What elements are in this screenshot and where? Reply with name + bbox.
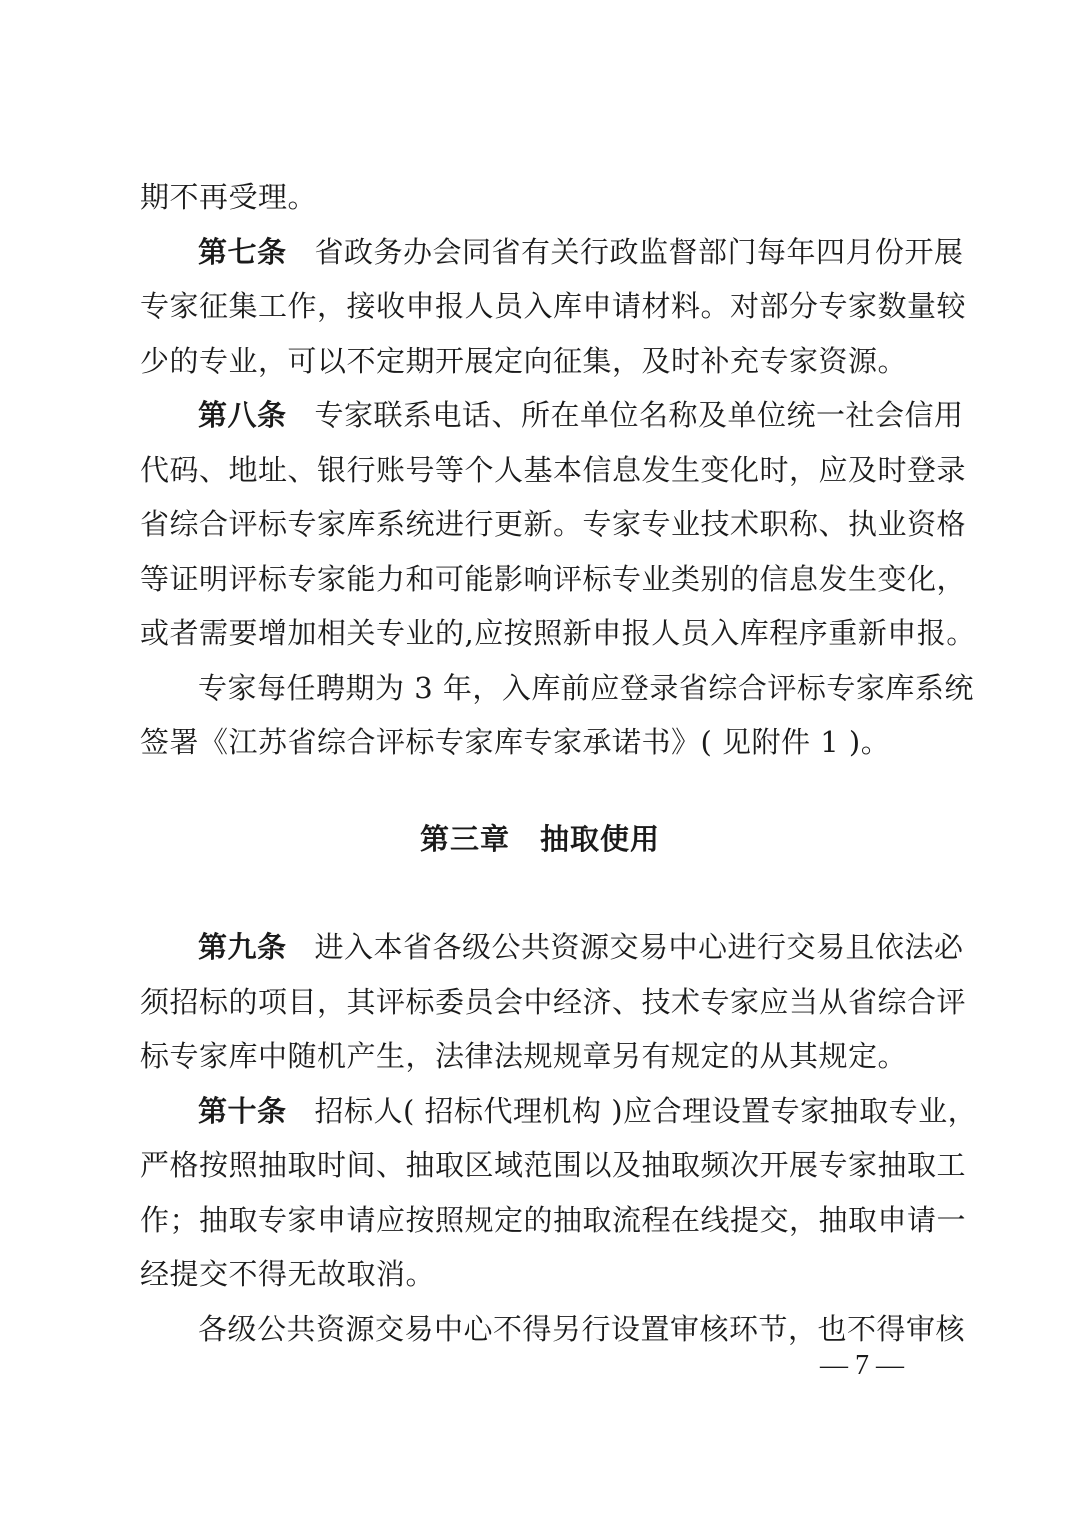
chapter-heading bbox=[0, 812, 1080, 866]
article-7-line-1 bbox=[140, 225, 964, 280]
text-line: 专家征集工作，接收申报人员入库申请材料。对部分专家数量较 bbox=[140, 289, 967, 323]
text-line: 少的专业，可以不定期开展定向征集，及时补充专家资源。 bbox=[140, 343, 908, 378]
text-line: 须招标的项目，其评标委员会中经济、技术专家应当从省综合评 bbox=[140, 984, 967, 1019]
text-line: 期不再受理。 bbox=[140, 180, 318, 214]
text-span: 专家联系电话、所在单位名称及单位统一社会信用 bbox=[314, 398, 964, 432]
text-line: 经提交不得无故取消。 bbox=[140, 1257, 436, 1291]
text-line: 严格按照抽取时间、抽取区域范围以及抽取频次开展专家抽取工 bbox=[140, 1148, 967, 1182]
text-span: 招标人( 招标代理机构 )应合理设置专家抽取专业， bbox=[314, 1093, 978, 1128]
article-7-label: 第七条 bbox=[198, 234, 287, 269]
text-line: 标专家库中随机产生，法律法规规章另有规定的从其规定。 bbox=[140, 1039, 908, 1073]
article-10-label: 第十条 bbox=[198, 1093, 287, 1128]
text-line: 专家每任聘期为 3 年，入库前应登录省综合评标专家库系统 bbox=[198, 670, 974, 705]
article-9-label: 第九条 bbox=[198, 930, 287, 964]
article-10-line-1 bbox=[140, 1084, 978, 1139]
chapter-number: 第三章 bbox=[419, 822, 510, 856]
text-span: 进入本省各级公共资源交易中心进行交易且依法必 bbox=[314, 930, 964, 964]
article-8-label: 第八条 bbox=[198, 398, 287, 432]
text-line: 签署《江苏省综合评标专家库专家承诺书》( 见附件 1 )。 bbox=[140, 725, 891, 759]
text-span: 省政务办会同省有关行政监督部门每年四月份开展 bbox=[314, 234, 964, 269]
article-9-line-1 bbox=[140, 920, 964, 975]
body-text-lower bbox=[140, 920, 978, 1356]
article-8-line-1 bbox=[140, 388, 964, 443]
text-line: 各级公共资源交易中心不得另行设置审核环节，也不得审核 bbox=[198, 1311, 966, 1346]
chapter-title: 抽取使用 bbox=[540, 822, 661, 856]
text-line: 省综合评标专家库系统进行更新。专家专业技术职称、执业资格 bbox=[140, 507, 967, 541]
text-line: 或者需要增加相关专业的,应按照新申报人员入库程序重新申报。 bbox=[140, 616, 976, 650]
text-line: 作；抽取专家申请应按照规定的抽取流程在线提交，抽取申请一 bbox=[140, 1202, 967, 1237]
body-text-upper bbox=[140, 170, 976, 770]
text-line: 等证明评标专家能力和可能影响评标专业类别的信息发生变化， bbox=[140, 561, 967, 596]
text-line: 代码、地址、银行账号等个人基本信息发生变化时，应及时登录 bbox=[140, 452, 967, 487]
page-number: — 7 — bbox=[820, 1350, 904, 1381]
